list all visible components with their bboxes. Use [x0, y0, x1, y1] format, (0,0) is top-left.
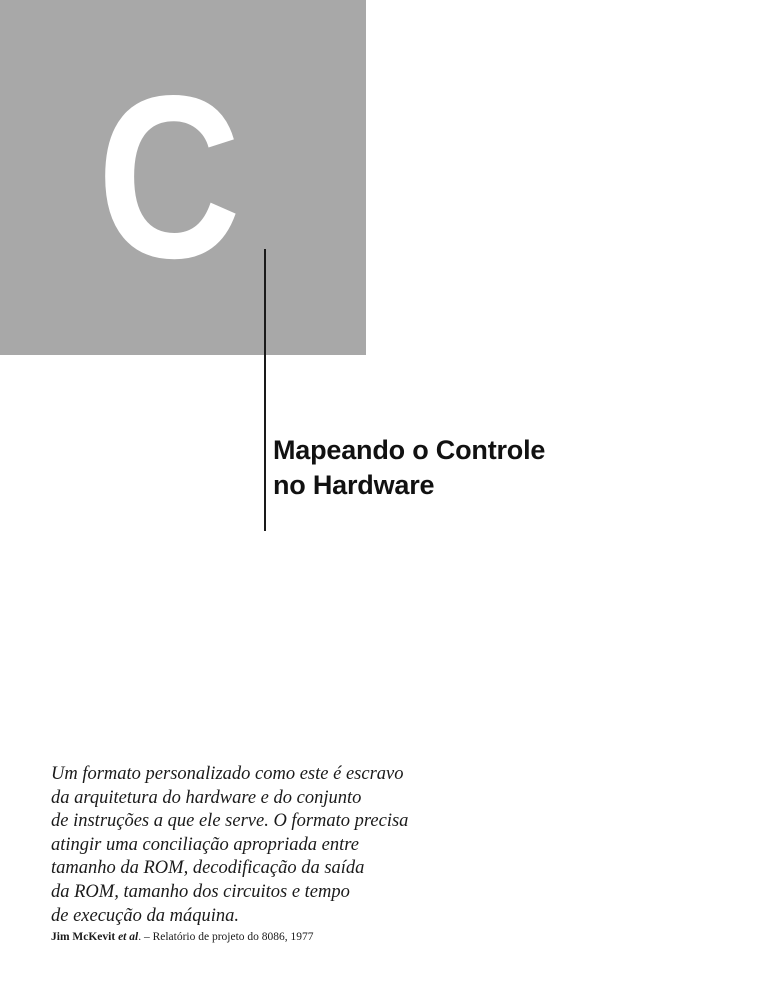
epigraph-line: atingir uma conciliação apropriada entre — [51, 834, 359, 855]
epigraph-line: da ROM, tamanho dos circuitos e tempo — [51, 881, 350, 902]
attribution-period: . — [138, 931, 142, 944]
chapter-title — [273, 433, 545, 503]
attribution-etal: et al — [118, 931, 139, 944]
chapter-letter: C — [97, 48, 238, 307]
epigraph-line: tamanho da ROM, decodificação da saída — [51, 858, 365, 879]
epigraph — [51, 763, 471, 944]
chapter-title-line-2: no Hardware — [273, 470, 435, 500]
attribution-source: – Relatório de projeto do 8086, 1977 — [141, 931, 314, 944]
epigraph-line: de instruções a que ele serve. O formato precisa — [51, 811, 409, 832]
epigraph-quote — [51, 763, 471, 928]
epigraph-line: da arquitetura do hardware e do conjunto — [51, 787, 362, 808]
chapter-title-line-1: Mapeando o Controle — [273, 435, 546, 465]
attribution-author: Jim McKevit — [51, 931, 116, 944]
epigraph-line: de execução da máquina. — [51, 905, 240, 926]
epigraph-line: Um formato personalizado como este é escravo — [51, 764, 404, 784]
vertical-rule — [264, 249, 266, 531]
epigraph-attribution — [51, 930, 471, 944]
chapter-gray-block — [0, 0, 366, 355]
